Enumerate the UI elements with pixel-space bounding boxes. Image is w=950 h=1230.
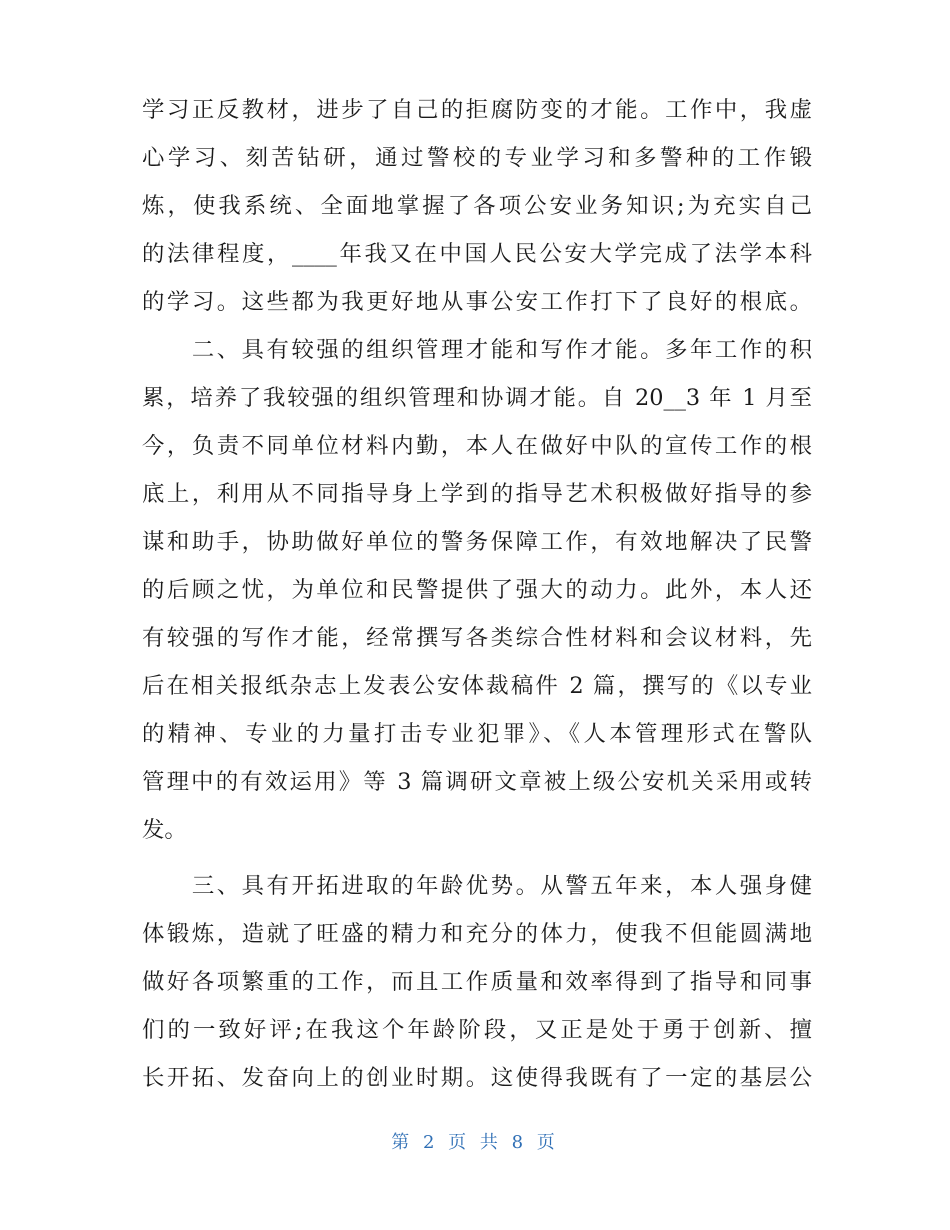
text-line: 管理中的有效运用》等 3 篇调研文章被上级公安机关采用或转 [142,769,812,795]
text-line: 发。 [142,817,187,843]
paragraph-gap [142,854,812,862]
paragraph-3 [142,862,812,1102]
body-text [142,86,812,1102]
text-line: 谋和助手，协助做好单位的警务保障工作，有效地解决了民警 [142,529,812,555]
text-line: 今，负责不同单位材料内勤，本人在做好中队的宣传工作的根 [142,433,812,459]
text-line: 底上，利用从不同指导身上学到的指导艺术积极做好指导的参 [142,481,812,507]
text-line: 有较强的写作才能，经常撰写各类综合性材料和会议材料，先 [142,625,812,651]
page-number-footer: 第 2 页 共 8 页 [391,1132,559,1153]
text-line: 体锻炼，造就了旺盛的精力和充分的体力，使我不但能圆满地 [142,921,812,947]
text-line: 做好各项繁重的工作，而且工作质量和效率得到了指导和同事 [142,969,812,995]
paragraph-1 [142,86,812,326]
text-line: 的法律程度，____年我又在中国人民公安大学完成了法学本科 [142,241,812,267]
text-line: 心学习、刻苦钻研，通过警校的专业学习和多警种的工作锻 [142,145,812,171]
text-line: 后在相关报纸杂志上发表公安体裁稿件 2 篇，撰写的《以专业 [142,673,812,699]
text-line: 三、具有开拓进取的年龄优势。从警五年来，本人强身健 [142,873,812,899]
text-line: 炼，使我系统、全面地掌握了各项公安业务知识;为充实自己 [142,193,812,219]
text-line: 二、具有较强的组织管理才能和写作才能。多年工作的积 [142,337,812,363]
paragraph-2 [142,326,812,854]
text-line: 的后顾之忧，为单位和民警提供了强大的动力。此外，本人还 [142,577,812,603]
text-line: 长开拓、发奋向上的创业时期。这使得我既有了一定的基层公 [142,1065,812,1091]
text-line: 的精神、专业的力量打击专业犯罪》、《人本管理形式在警队 [142,721,812,747]
text-line: 学习正反教材，进步了自己的拒腐防变的才能。工作中，我虚 [142,97,812,123]
text-line: 们的一致好评;在我这个年龄阶段，又正是处于勇于创新、擅 [142,1017,812,1043]
text-line: 的学习。这些都为我更好地从事公安工作打下了良好的根底。 [142,289,812,315]
text-line: 累，培养了我较强的组织管理和协调才能。自 20__3 年 1 月至 [142,385,812,411]
